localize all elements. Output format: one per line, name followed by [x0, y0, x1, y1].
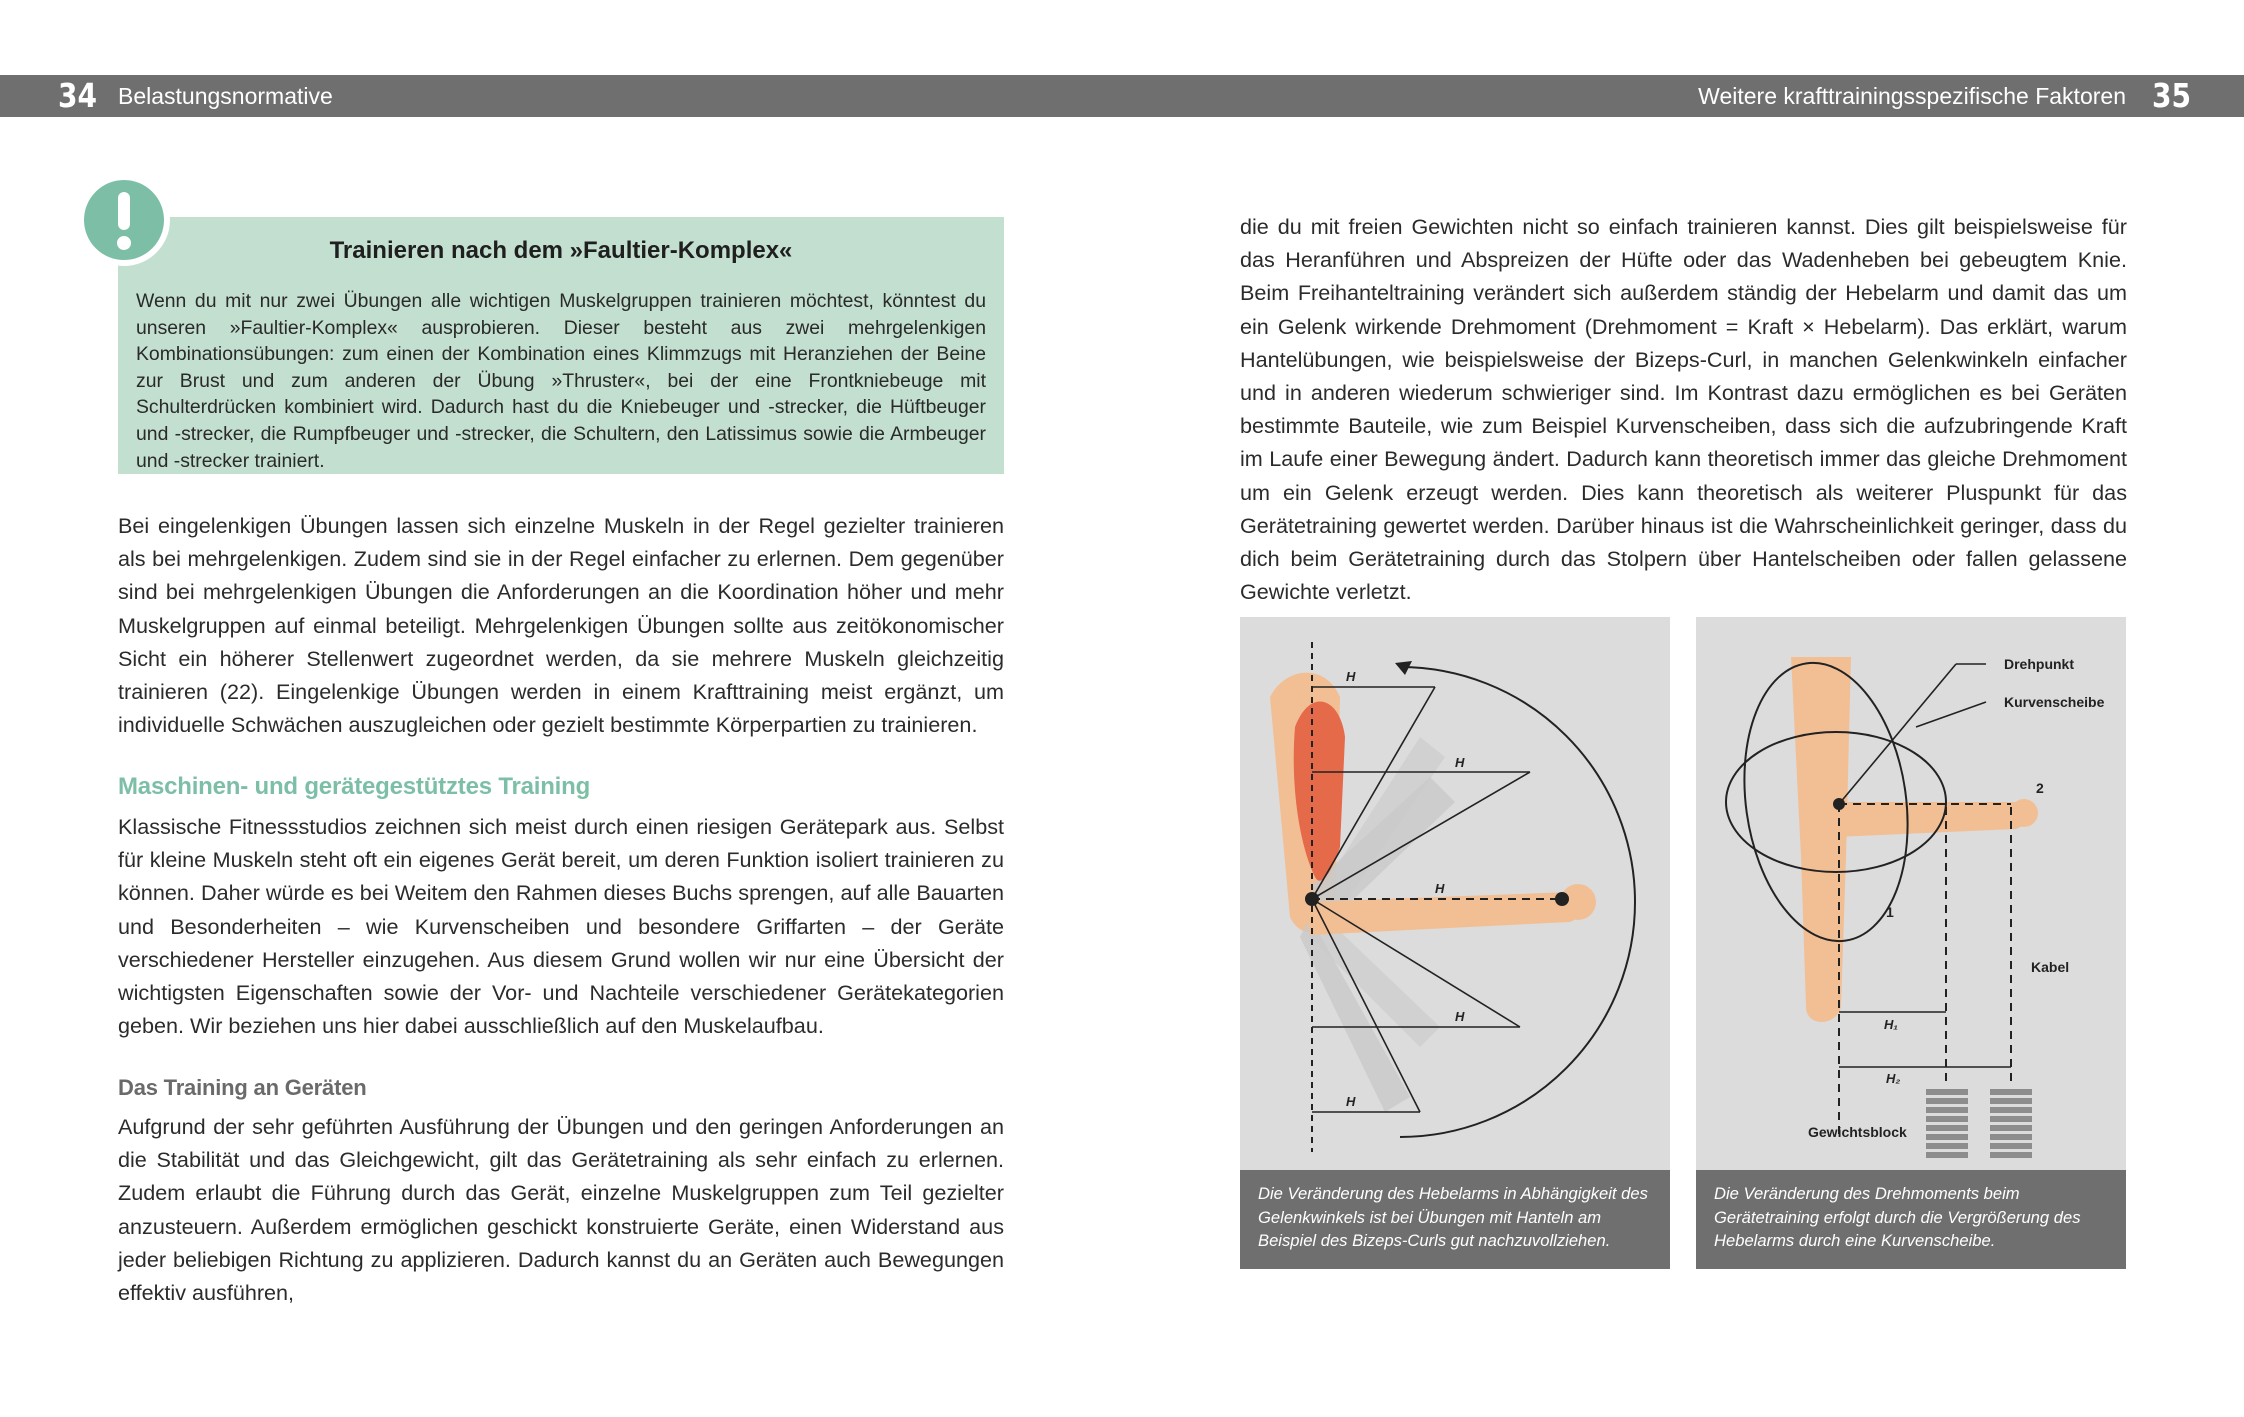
- left-page-number: 34: [58, 76, 98, 115]
- gewichtsblock-label: Gewichtsblock: [1808, 1124, 1907, 1140]
- callout-title: Trainieren nach dem »Faultier-Komplex«: [329, 237, 793, 264]
- h-label-2: H: [1455, 755, 1465, 770]
- info-callout: [118, 217, 1004, 474]
- figure-kurvenscheibe: [1696, 617, 2126, 1269]
- running-header: [0, 75, 2244, 117]
- right-running-title: Weitere krafttrainingsspezifische Faktoren: [1698, 83, 2126, 109]
- callout-body: Wenn du mit nur zwei Übungen alle wichtigen Muskelgruppen trainieren möchtest, könntest du unseren »Faultier-Komplex« ausprobieren. Dieser besteht aus zwei mehrgelenkigen Kombinationsübungen: zum einen der Kombination eines Klimmzugs mit Heranziehen der Beine zur Brust und zum anderen der Übung »Thruster«, bei der eine Frontkniebeuge mit Schulterdrücken kombiniert wird. Dadurch hast du die Kniebeuger und -strecker, die Hüftbeuger und -strecker, die Rumpfbeuger und -strecker, die Schultern, den Latissimus sowie die Armbeuger und -strecker trainiert.: [136, 290, 986, 472]
- h2-label: H₂: [1886, 1071, 1901, 1086]
- position-2-label: 2: [2036, 780, 2044, 796]
- exclamation-icon: [84, 180, 164, 260]
- left-paragraph-3: Aufgrund der sehr geführten Ausführung der Übungen und den geringen Anforderungen an die Stabilität und das Gleichgewicht, gilt das Gerätetraining als sehr einfach zu erlernen. Zudem erlaubt die Führung durch das Gerät, einzelne Muskelgruppen zum Teil gezielter anzusteuern. Außerdem ermöglichen geschickt konstruierte Geräte, einen Widerstand aus jeder beliebigen Richtung zu applizieren. Dadurch kannst du an Geräten auch Bewegungen effektiv ausführen,: [118, 1114, 1004, 1306]
- h-label-3: H: [1435, 881, 1445, 896]
- h-label-1: H: [1346, 669, 1356, 684]
- forearm-shape: [1836, 802, 2029, 837]
- subheading-training-geraeten: Das Training an Geräten: [118, 1075, 367, 1100]
- h1-label: H₁: [1884, 1017, 1898, 1032]
- kabel-label: Kabel: [2031, 959, 2070, 975]
- drehpunkt-label: Drehpunkt: [2004, 656, 2074, 672]
- figure2-caption: Die Veränderung des Drehmoments beim Gerätetraining erfolgt durch die Vergrößerung des Hebelarms durch eine Kurvenscheibe.: [1696, 1170, 2126, 1269]
- figure-bizeps-curl: [1240, 617, 1670, 1269]
- hand-shape: [2010, 799, 2038, 827]
- h-label-4: H: [1455, 1009, 1465, 1024]
- h-label-5: H: [1346, 1094, 1356, 1109]
- weight-block-1: [1926, 1089, 1968, 1158]
- bizeps-curl-diagram: [1240, 617, 1670, 1170]
- weight-block-2: [1990, 1089, 2032, 1158]
- figure1-caption: Die Veränderung des Hebelarms in Abhängigkeit des Gelenkwinkels ist bei Übungen mit Hanteln am Beispiel des Bizeps-Curls gut nachzuvollziehen.: [1240, 1170, 1670, 1269]
- left-running-title: Belastungsnormative: [118, 83, 333, 109]
- position-1-label: 1: [1886, 904, 1894, 920]
- right-page-number: 35: [2152, 76, 2192, 115]
- section-heading-maschinen: Maschinen- und gerätegestütztes Training: [118, 773, 591, 800]
- kurvenscheibe-label: Kurvenscheibe: [2004, 694, 2105, 710]
- right-paragraph-1: die du mit freien Gewichten nicht so einfach trainieren kannst. Dies gilt beispielsweise für das Heranführen und Abspreizen der Hüfte oder das Wadenheben bei gebeugtem Knie. Beim Freihanteltraining verändert sich außerdem ständig der Hebelarm und damit das um ein Gelenk wirkende Drehmoment (Drehmoment = Kraft × Hebelarm). Das erklärt, warum Hantelübungen, wie beispielsweise der Bizeps-Curl, in manchen Gelenkwinkeln einfacher und in anderen wiederum schwieriger sind. Im Kontrast dazu ermöglichen es bei Geräten bestimmte Bauteile, wie zum Beispiel Kurvenscheiben, dass sich die aufzubringende Kraft im Laufe einer Bewegung ändert. Dadurch kann theoretisch immer das gleiche Drehmoment um ein Gelenk erzeugt werden. Dies kann theoretisch als weiterer Pluspunkt für das Gerätetraining gewertet werden. Darüber hinaus ist die Wahrscheinlichkeit geringer, dass du dich beim Gerätetraining durch das Stolpern über Hantelscheiben oder fallen gelassene Gewichte verletzt.: [1240, 214, 2127, 605]
- kurvenscheibe-diagram: [1696, 617, 2126, 1170]
- left-paragraph-2: Klassische Fitnessstudios zeichnen sich meist durch einen riesigen Gerätepark aus. Selbst für kleine Muskeln steht oft ein eigenes Gerät bereit, um deren Funktion isoliert trainieren zu können. Daher würde es bei Weitem den Rahmen dieses Buchs sprengen, auf alle Bauarten und Besonderheiten – wie Kurvenscheiben und besondere Griffarten – der Geräte verschiedener Hersteller einzugehen. Aus diesem Grund wollen wir nur eine Übersicht der wichtigsten Eigenschaften sowie der Vor- und Nachteile verschiedener Gerätekategorien geben. Wir beziehen uns hier dabei ausschließlich auf den Muskelaufbau.: [118, 814, 1004, 1039]
- left-paragraph-1: Bei eingelenkigen Übungen lassen sich einzelne Muskeln in der Regel gezielter trainieren als bei mehrgelenkigen. Zudem sind sie in der Regel einfacher zu erlernen. Dem gegenüber sind bei mehrgelenkigen Übungen die Anforderungen an die Koordination höher und mehr Muskelgruppen auf einmal beteiligt. Mehrgelenkigen Übungen sollte aus zeitökonomischer Sicht ein höherer Stellenwert zugeordnet werden, da sie mehrere Muskeln gleichzeitig trainieren (22). Eingelenkige Übungen werden in einem Krafttraining meist ergänzt, um individuelle Schwächen auszugleichen oder gezielt bestimmte Körperpartien zu trainieren.: [118, 513, 1004, 738]
